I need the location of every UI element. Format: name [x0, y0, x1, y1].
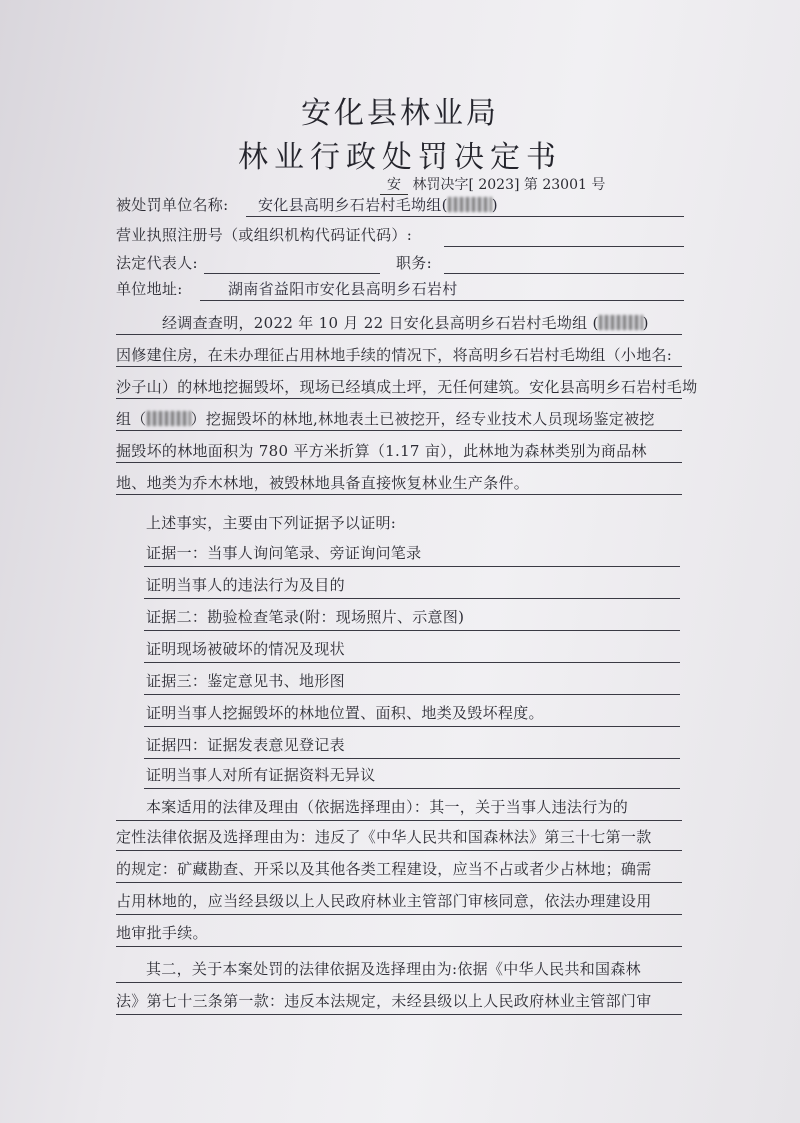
underline: [144, 566, 680, 567]
evidence-line: 证明当事人的违法行为及目的: [146, 576, 345, 594]
body-text: ): [642, 314, 649, 332]
body-line: 掘毁坏的林地面积为 780 平方米折算（1.17 亩），此林地为森林类别为商品林: [116, 442, 647, 460]
facts-intro: 上述事实，主要由下列证据予以证明:: [146, 514, 397, 532]
underline: [246, 216, 684, 217]
underline: [116, 334, 682, 335]
underline: [116, 850, 682, 851]
evidence-line: 证据一：当事人询问笔录、旁证询问笔录: [146, 544, 422, 562]
evidence-line: 证明当事人对所有证据资料无异议: [146, 766, 376, 784]
underline: [116, 982, 682, 983]
body-line: 法》第七十三条第一款：违反本法规定，未经县级以上人民政府林业主管部门审: [116, 992, 652, 1010]
underline: [444, 246, 684, 247]
unit-name-value: [258, 196, 498, 214]
body-line: 地、地类为乔木林地，被毁林地具备直接恢复林业生产条件。: [116, 474, 530, 492]
body-text: 组（: [116, 410, 147, 428]
unit-name-text-end: ): [491, 196, 498, 214]
document-number: [380, 174, 605, 195]
underline: [444, 273, 684, 274]
position-label: 职务:: [396, 254, 432, 272]
body-line: 其二，关于本案处罚的法律依据及选择理由为:依据《中华人民共和国森林: [146, 960, 641, 978]
evidence-line: 证明现场被破坏的情况及现状: [146, 640, 345, 658]
underline: [116, 946, 682, 947]
body-line: 的规定：矿藏勘查、开采以及其他各类工程建设，应当不占或者少占林地；确需: [116, 860, 652, 878]
document-title: 林业行政处罚决定书: [238, 140, 562, 175]
body-line: 因修建住房，在未办理征占用林地手续的情况下，将高明乡石岩村毛坳组（小地名:: [116, 346, 673, 364]
body-text: 经调查查明，2022 年 10 月 22 日安化县高明乡石岩村毛坳组 (: [162, 314, 599, 332]
agency-title: 安化县林业局: [301, 96, 499, 131]
body-line: [116, 410, 655, 428]
redaction-blur: [147, 411, 191, 426]
underline: [116, 914, 682, 915]
underline: [144, 630, 680, 631]
body-text: ）挖掘毁坏的林地,林地表土已被挖开，经专业技术人员现场鉴定被挖: [190, 410, 655, 428]
document-number-text: 林罚决字[ 2023] 第 23001 号: [412, 177, 606, 193]
address-label: 单位地址:: [116, 280, 183, 298]
unit-name-label: 被处罚单位名称:: [116, 196, 229, 214]
license-label: 营业执照注册号（或组织机构代码证代码）:: [116, 226, 413, 244]
underline: [116, 882, 682, 883]
body-line: 定性法律依据及选择理由为：违反了《中华人民共和国森林法》第三十七第一款: [116, 828, 652, 846]
redaction-blur: [599, 315, 643, 330]
underline: [144, 788, 680, 789]
underline: [144, 662, 680, 663]
evidence-line: 证据二：勘验检查笔录(附：现场照片、示意图): [146, 608, 465, 626]
underline: [116, 494, 682, 495]
document-number-prefix: 安: [380, 174, 408, 195]
underline: [204, 273, 380, 274]
body-line: 占用林地的，应当经县级以上人民政府林业主管部门审核同意，依法办理建设用: [116, 892, 652, 910]
underline: [200, 300, 684, 301]
unit-name-text: 安化县高明乡石岩村毛坳组(: [258, 196, 448, 214]
underline: [116, 462, 682, 463]
redaction-blur: [448, 197, 492, 212]
underline: [116, 820, 682, 821]
underline: [144, 694, 680, 695]
underline: [116, 398, 682, 399]
evidence-line: 证据三：鉴定意见书、地形图: [146, 672, 345, 690]
body-line: 本案适用的法律及理由（依据选择理由）：其一，关于当事人违法行为的: [146, 798, 629, 816]
legal-rep-label: 法定代表人:: [116, 254, 198, 272]
evidence-line: 证据四：证据发表意见登记表: [146, 736, 345, 754]
body-line: 沙子山）的林地挖掘毁坏，现场已经填成土坪，无任何建筑。安化县高明乡石岩村毛坳: [116, 378, 698, 396]
address-value: 湖南省益阳市安化县高明乡石岩村: [228, 280, 458, 298]
body-line: [162, 314, 649, 332]
body-line: 地审批手续。: [116, 924, 208, 942]
underline: [116, 430, 682, 431]
underline: [116, 1014, 682, 1015]
underline: [144, 598, 680, 599]
underline: [144, 758, 680, 759]
underline: [144, 726, 680, 727]
underline: [116, 366, 682, 367]
evidence-line: 证明当事人挖掘毁坏的林地位置、面积、地类及毁坏程度。: [146, 704, 544, 722]
